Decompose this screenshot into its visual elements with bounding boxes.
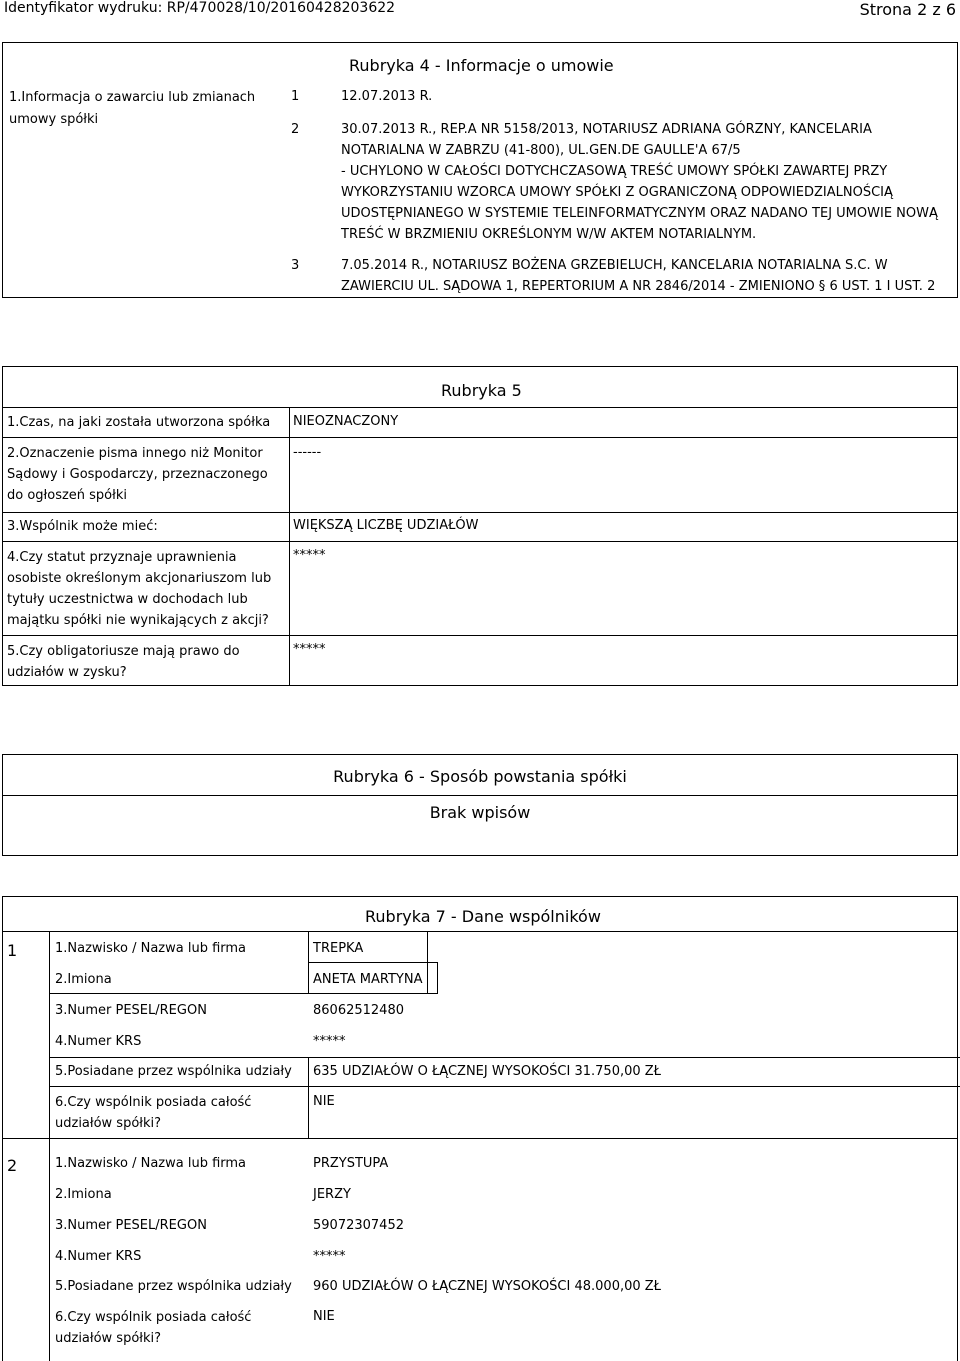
rubryka5-value: NIEOZNACZONY [293, 414, 399, 429]
partner-number-divider [49, 931, 50, 1361]
partner-field-label: 5.Posiadane przez wspólnika udziały [55, 1279, 292, 1294]
partner-field-label: 6.Czy wspólnik posiada całość udziałów spółki? [55, 1310, 252, 1346]
rubryka5-value: ***** [293, 642, 326, 657]
partner-field-value: 960 UDZIAŁÓW O ŁĄCZNEJ WYSOKOŚCI 48.000,00 ZŁ [313, 1279, 661, 1294]
partner-divider [3, 1138, 957, 1139]
rubryka5-label: 3.Wspólnik może mieć: [7, 519, 158, 534]
entry-line: - UCHYLONO W CAŁOŚCI DOTYCHCZASOWĄ TREŚĆ UMOWY SPÓŁKI ZAWARTEJ PRZY [341, 164, 888, 179]
rubryka5-value: ------ [293, 445, 322, 460]
page-number: Strona 2 z 6 [859, 0, 956, 19]
partner-field-value: ***** [313, 1249, 346, 1264]
entry-line: TREŚĆ W BRZMIENIU OKREŚLONYM W/W AKTEM NOTARIALNYM. [341, 227, 757, 242]
entry-line: 30.07.2013 R., REP.A NR 5158/2013, NOTARIUSZ ADRIANA GÓRZNY, KANCELARIA [341, 122, 872, 137]
partner-field-value: 86062512480 [313, 1003, 404, 1018]
partner-field-label: 2.Imiona [55, 972, 112, 987]
partner-number: 2 [7, 1156, 18, 1175]
rubryka6-title: Rubryka 6 - Sposób powstania spółki [333, 767, 627, 786]
partner-number: 1 [7, 941, 18, 960]
row-divider [3, 437, 957, 438]
partner-field-value: ***** [313, 1034, 346, 1049]
entry-line: UDOSTĘPNIANEGO W SYSTEMIE TELEINFORMATYCZNYM ORAZ NADANO TEJ UMOWIE NOWĄ [341, 206, 938, 221]
print-id: Identyfikator wydruku: RP/470028/10/20160428203622 [4, 0, 396, 16]
rubryka4-section [2, 42, 958, 298]
partner-field-label: 1.Nazwisko / Nazwa lub firma [55, 1156, 247, 1171]
rubryka5-label: 2.Oznaczenie pisma innego niż Monitor Sądowy i Gospodarczy, przeznaczonego do ogłoszeń spółki [7, 446, 268, 503]
rubryka5-label: 1.Czas, na jaki została utworzona spółka [7, 415, 271, 430]
rubryka5-label: 4.Czy statut przyznaje uprawnienia osobiste określonym akcjonariuszom lub tytuły uczestnictwa w dochodach lub majątku spółki nie wynikających z akcji? [7, 550, 272, 628]
print-header [0, 0, 960, 24]
partner-field-label: 3.Numer PESEL/REGON [55, 1218, 207, 1233]
entry-number: 1 [291, 89, 300, 104]
rubryka5-value: WIĘKSZĄ LICZBĘ UDZIAŁÓW [293, 518, 479, 533]
partner-field-label: 4.Numer KRS [55, 1249, 142, 1264]
entry-line: ZAWIERCIU UL. SĄDOWA 1, REPERTORIUM A NR 2846/2014 - ZMIENIONO § 6 UST. 1 I UST. 2 [341, 279, 936, 294]
partner-field-label: 3.Numer PESEL/REGON [55, 1003, 207, 1018]
rubryka5-value: ***** [293, 548, 326, 563]
rubryka5-top-divider [3, 407, 957, 408]
partner-field-value: 59072307452 [313, 1218, 404, 1233]
partner-field-value: JERZY [313, 1187, 351, 1202]
partner-field-value: 635 UDZIAŁÓW O ŁĄCZNEJ WYSOKOŚCI 31.750,00 ZŁ [313, 1064, 661, 1079]
entry-line: 7.05.2014 R., NOTARIUSZ BOŻENA GRZEBIELUCH, KANCELARIA NOTARIALNA S.C. W [341, 258, 888, 273]
partner-shares-divider [308, 1057, 309, 1138]
row-divider [3, 541, 957, 542]
rubryka7-title: Rubryka 7 - Dane wspólników [365, 907, 601, 926]
partner-field-value: ANETA MARTYNA [313, 972, 423, 987]
partner-field-value: PRZYSTUPA [313, 1156, 389, 1171]
entry-line: 12.07.2013 R. [341, 89, 433, 104]
entry-line: WYKORZYSTANIU WZORCA UMOWY SPÓŁKI Z OGRANICZONĄ ODPOWIEDZIALNOŚCIĄ [341, 185, 893, 200]
row-divider [3, 635, 957, 636]
partner-field-label: 4.Numer KRS [55, 1034, 142, 1049]
partner-field-label: 5.Posiadane przez wspólnika udziały [55, 1064, 292, 1079]
rubryka4-field-label: 1.Informacja o zawarciu lub zmianach umowy spółki [9, 90, 256, 127]
rubryka6-divider [3, 795, 957, 796]
rubryka5-section [2, 366, 958, 686]
entry-line: NOTARIALNA W ZABRZU (41-800), UL.GEN.DE GAULLE'A 67/5 [341, 143, 741, 158]
partner-field-value: NIE [313, 1309, 335, 1324]
partner-field-label: 6.Czy wspólnik posiada całość udziałów spółki? [55, 1095, 252, 1131]
partner-field-label: 2.Imiona [55, 1187, 112, 1202]
partner-field-value: NIE [313, 1094, 335, 1109]
rubryka6-section [2, 754, 958, 856]
rubryka5-label: 5.Czy obligatoriusze mają prawo do udziałów w zysku? [7, 644, 240, 680]
entry-number: 2 [291, 122, 300, 137]
rubryka7-section [2, 896, 958, 1361]
rubryka6-empty-text: Brak wpisów [429, 803, 531, 822]
rubryka5-column-divider [289, 407, 290, 685]
rubryka5-title: Rubryka 5 [441, 381, 522, 400]
rubryka4-title: Rubryka 4 - Informacje o umowie [349, 56, 614, 75]
entry-number: 3 [291, 258, 300, 273]
row-divider [3, 512, 957, 513]
partner-field-value: TREPKA [313, 941, 364, 956]
partner-field-label: 1.Nazwisko / Nazwa lub firma [55, 941, 247, 956]
